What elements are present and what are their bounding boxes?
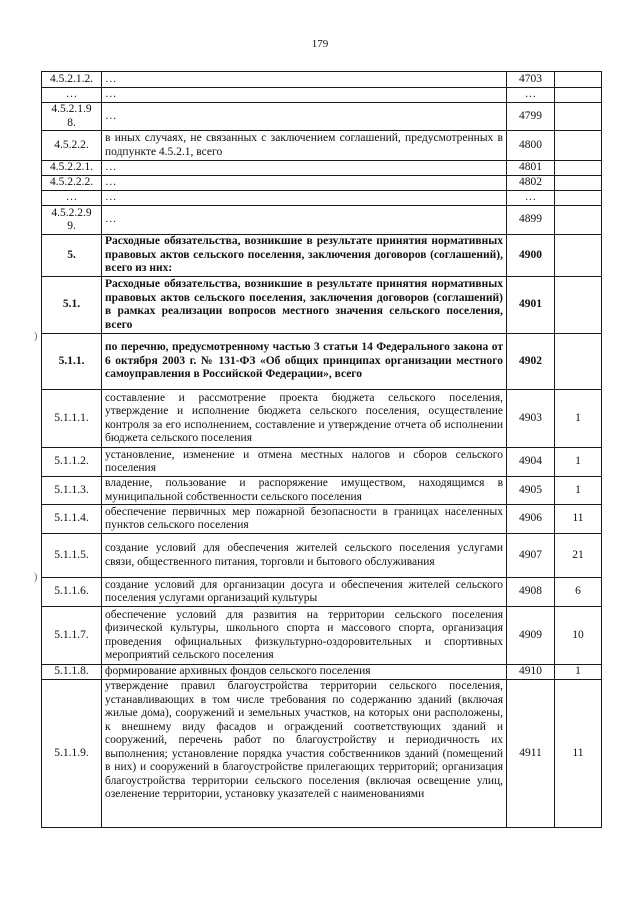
table-row [42, 161, 602, 176]
row-code: 5.1.1.6. [42, 578, 102, 607]
table-row [42, 534, 602, 578]
row-code: 4.5.2.2.1. [42, 161, 102, 176]
row-line-number: 4703 [507, 72, 555, 88]
row-value: 1 [555, 477, 602, 505]
row-line-number: … [507, 88, 555, 103]
row-line-number: 4800 [507, 131, 555, 161]
row-code: 4.5.2.1.2. [42, 72, 102, 88]
row-code: 5.1.1.9. [42, 680, 102, 828]
row-line-number: 4901 [507, 277, 555, 334]
row-value [555, 161, 602, 176]
row-code: 4.5.2.2.2. [42, 176, 102, 191]
table-row [42, 448, 602, 477]
table-row [42, 607, 602, 665]
row-code: 4.5.2.1.9 8. [42, 103, 102, 131]
row-value: 1 [555, 665, 602, 680]
row-description: Расходные обязательства, возникшие в результате принятия нормативных правовых актов сельского поселения, заключения договоров (соглашений), всего из них: [102, 235, 507, 277]
row-description: обеспечение условий для развития на территории сельского поселения физической культуры, школьного спорта и массового спорта, организация проведения официальных физкультурно-оздоровительных и спортивных мероприятий сельского поселения [102, 607, 507, 665]
table-row [42, 390, 602, 448]
table-row [42, 191, 602, 206]
row-description: создание условий для обеспечения жителей сельского поселения услугами связи, общественного питания, торговли и бытового обслуживания [102, 534, 507, 578]
row-value: 11 [555, 680, 602, 828]
row-value [555, 131, 602, 161]
row-description: формирование архивных фондов сельского поселения [102, 665, 507, 680]
margin-mark: ) [34, 572, 38, 583]
row-description: … [102, 88, 507, 103]
table-row [42, 88, 602, 103]
row-line-number: 4906 [507, 505, 555, 534]
page-number: 179 [311, 38, 329, 50]
row-code: 5.1.1.1. [42, 390, 102, 448]
row-description: … [102, 191, 507, 206]
table-row [42, 103, 602, 131]
row-line-number: 4902 [507, 334, 555, 390]
row-line-number: … [507, 191, 555, 206]
table-row [42, 176, 602, 191]
row-value [555, 206, 602, 235]
row-line-number: 4801 [507, 161, 555, 176]
table-row [42, 334, 602, 390]
table-row [42, 277, 602, 334]
row-value: 1 [555, 448, 602, 477]
table-body [42, 72, 602, 828]
row-description: по перечню, предусмотренному частью 3 статьи 14 Федерального закона от 6 октября 2003 г. № 131-ФЗ «Об общих принципах организации местного самоуправления в Российской Федерации», всего [102, 334, 507, 390]
row-code: 4.5.2.2. [42, 131, 102, 161]
row-line-number: 4905 [507, 477, 555, 505]
row-line-number: 4904 [507, 448, 555, 477]
table-row [42, 235, 602, 277]
table-row [42, 680, 602, 828]
row-value [555, 103, 602, 131]
row-description: … [102, 103, 507, 131]
row-code: 5.1.1.2. [42, 448, 102, 477]
table-row [42, 477, 602, 505]
row-value: 10 [555, 607, 602, 665]
table-row [42, 72, 602, 88]
table-row [42, 665, 602, 680]
row-code: 5.1.1. [42, 334, 102, 390]
row-code: 5.1.1.7. [42, 607, 102, 665]
row-value [555, 88, 602, 103]
row-line-number: 4907 [507, 534, 555, 578]
row-value: 6 [555, 578, 602, 607]
row-code: 5.1.1.8. [42, 665, 102, 680]
row-value [555, 72, 602, 88]
row-code: 5.1.1.4. [42, 505, 102, 534]
row-description: установление, изменение и отмена местных налогов и сборов сельского поселения [102, 448, 507, 477]
row-description: … [102, 176, 507, 191]
margin-mark: ) [34, 331, 38, 342]
row-value [555, 235, 602, 277]
row-description: Расходные обязательства, возникшие в результате принятия нормативных правовых актов сельского поселения, заключения договоров (соглашений) в рамках реализации вопросов местного значения сельского поселения, всего [102, 277, 507, 334]
row-line-number: 4900 [507, 235, 555, 277]
row-value [555, 277, 602, 334]
row-value [555, 334, 602, 390]
row-description: в иных случаях, не связанных с заключением соглашений, предусмотренных в подпункте 4.5.2.1, всего [102, 131, 507, 161]
row-code: … [42, 191, 102, 206]
row-description: … [102, 206, 507, 235]
row-code: 5. [42, 235, 102, 277]
row-line-number: 4799 [507, 103, 555, 131]
row-code: 5.1.1.5. [42, 534, 102, 578]
row-description: утверждение правил благоустройства территории сельского поселения, устанавливающих в том числе требования по содержанию зданий (включая жилые дома), сооружений и земельных участков, на которых они расположены, к внешнему виду фасадов и ограждений соответствующих зданий и сооружений, перечень работ по благоустройству и периодичность их выполнения; установление порядка участия собственников зданий (помещений в них) и сооружений в благоустройстве прилегающих территорий; организация благоустройства территории сельского поселения (включая освещение улиц, озеленение территории, установку указателей с наименованиями [102, 680, 507, 828]
row-line-number: 4911 [507, 680, 555, 828]
table-row [42, 578, 602, 607]
row-description: владение, пользование и распоряжение имуществом, находящимся в муниципальной собственности сельского поселения [102, 477, 507, 505]
row-description: обеспечение первичных мер пожарной безопасности в границах населенных пунктов сельского поселения [102, 505, 507, 534]
row-line-number: 4899 [507, 206, 555, 235]
row-description: составление и рассмотрение проекта бюджета сельского поселения, утверждение и исполнение бюджета сельского поселения, осуществление контроля за его исполнением, составление и утверждение отчета об исполнении бюджета сельского поселения [102, 390, 507, 448]
row-description: … [102, 161, 507, 176]
row-description: создание условий для организации досуга и обеспечения жителей сельского поселения услугами организаций культуры [102, 578, 507, 607]
row-value [555, 191, 602, 206]
budget-obligations-table [41, 71, 602, 828]
row-line-number: 4909 [507, 607, 555, 665]
row-value: 21 [555, 534, 602, 578]
row-code: 4.5.2.2.9 9. [42, 206, 102, 235]
row-code: 5.1.1.3. [42, 477, 102, 505]
row-line-number: 4910 [507, 665, 555, 680]
table-row [42, 505, 602, 534]
table-row [42, 131, 602, 161]
row-code: … [42, 88, 102, 103]
row-line-number: 4802 [507, 176, 555, 191]
row-value [555, 176, 602, 191]
row-description: … [102, 72, 507, 88]
row-code: 5.1. [42, 277, 102, 334]
row-value: 1 [555, 390, 602, 448]
table-row [42, 206, 602, 235]
row-line-number: 4908 [507, 578, 555, 607]
row-line-number: 4903 [507, 390, 555, 448]
row-value: 11 [555, 505, 602, 534]
